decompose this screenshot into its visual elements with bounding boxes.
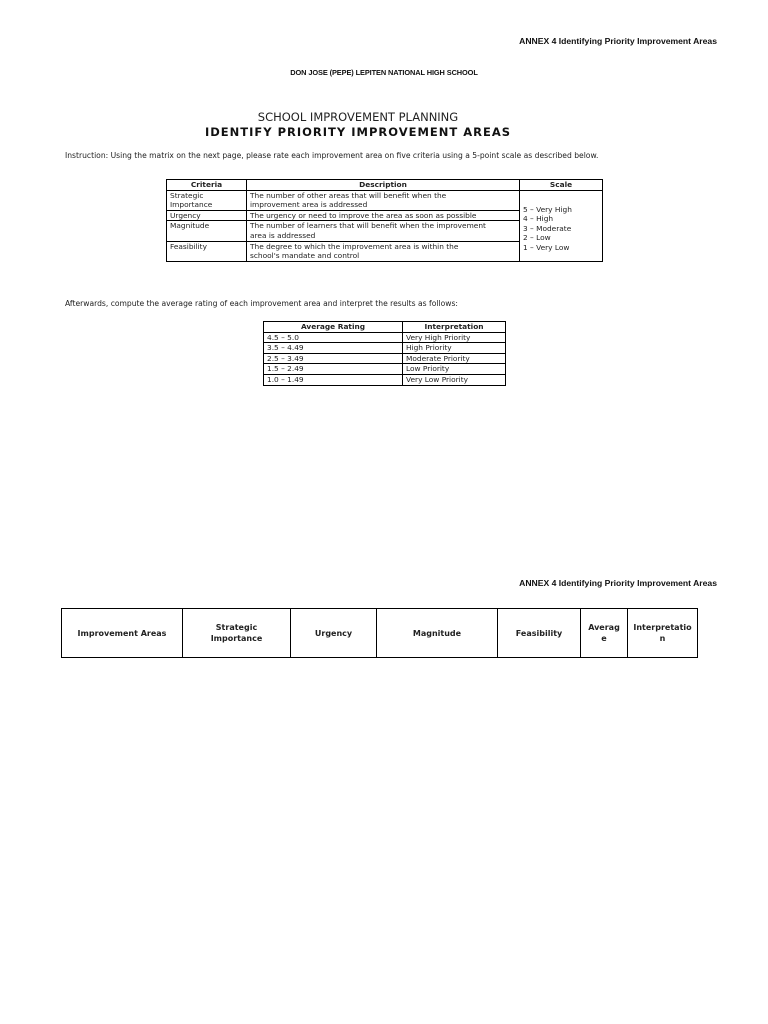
average-rating-header: Average Rating [264,322,403,333]
scale-item: 2 – Low [523,233,551,243]
scale-item: 5 – Very High [523,204,572,214]
rating-cell: 2.5 – 3.49 [264,353,403,364]
interpretation-cell: Low Priority [403,364,506,375]
title-line-1: SCHOOL IMPROVEMENT PLANNING [257,110,459,124]
description-cell: The degree to which the improvement area is within the school's mandate and control [247,241,520,261]
scale-cell [520,190,603,261]
rating-table [263,321,506,386]
criteria-cell: Strategic Importance [167,190,247,210]
description-cell: The urgency or need to improve the area as soon as possible [247,210,520,221]
scale-header: Scale [520,180,603,191]
interpretation-cell: Moderate Priority [403,353,506,364]
afterwards-text: Afterwards, compute the average rating of each improvement area and interpret the results as follows: [65,299,458,308]
rating-cell: 1.5 – 2.49 [264,364,403,375]
table-row [264,343,506,354]
description-header: Description [247,180,520,191]
table-row [264,374,506,385]
interpretation-cell: Very High Priority [403,332,506,343]
instruction-text: Instruction: Using the matrix on the next page, please rate each improvement area on five criteria using a 5-point scale as described below. [65,151,599,160]
criteria-header-row [167,180,603,191]
annex-header: ANNEX 4 Identifying Priority Improvement Areas [519,578,717,588]
criteria-table [166,179,603,262]
annex-header: ANNEX 4 Identifying Priority Improvement Areas [519,36,717,46]
improvement-areas-header: Improvement Areas [62,609,183,658]
average-header: Averag e [581,609,628,658]
scale-item: 3 – Moderate [523,223,572,233]
table-row [264,332,506,343]
table-row [264,364,506,375]
table-row [264,353,506,364]
interpretation-header: Interpretation [403,322,506,333]
interpretation-cell: Very Low Priority [403,374,506,385]
rating-header-row [264,322,506,333]
scale-item: 4 – High [523,214,554,224]
matrix-header-row [62,609,698,658]
criteria-cell: Urgency [167,210,247,221]
title-line-2: IDENTIFY PRIORITY IMPROVEMENT AREAS [204,125,512,139]
description-cell: The number of other areas that will benefit when the improvement area is addressed [247,190,520,210]
magnitude-header: Magnitude [377,609,498,658]
feasibility-header: Feasibility [498,609,581,658]
criteria-cell: Feasibility [167,241,247,261]
interpretation-cell: High Priority [403,343,506,354]
criteria-cell: Magnitude [167,221,247,241]
urgency-header: Urgency [291,609,377,658]
rating-cell: 3.5 – 4.49 [264,343,403,354]
description-cell: The number of learners that will benefit when the improvement area is addressed [247,221,520,241]
scale-item: 1 – Very Low [523,243,570,253]
rating-cell: 4.5 – 5.0 [264,332,403,343]
school-name: DON JOSE (PEPE) LEPITEN NATIONAL HIGH SCHOOL [290,68,478,77]
interpretation-header: Interpretatio n [628,609,698,658]
rating-cell: 1.0 – 1.49 [264,374,403,385]
priority-matrix-table [61,608,698,658]
strategic-importance-header: Strategic Importance [183,609,291,658]
table-row [167,190,603,210]
criteria-header: Criteria [167,180,247,191]
